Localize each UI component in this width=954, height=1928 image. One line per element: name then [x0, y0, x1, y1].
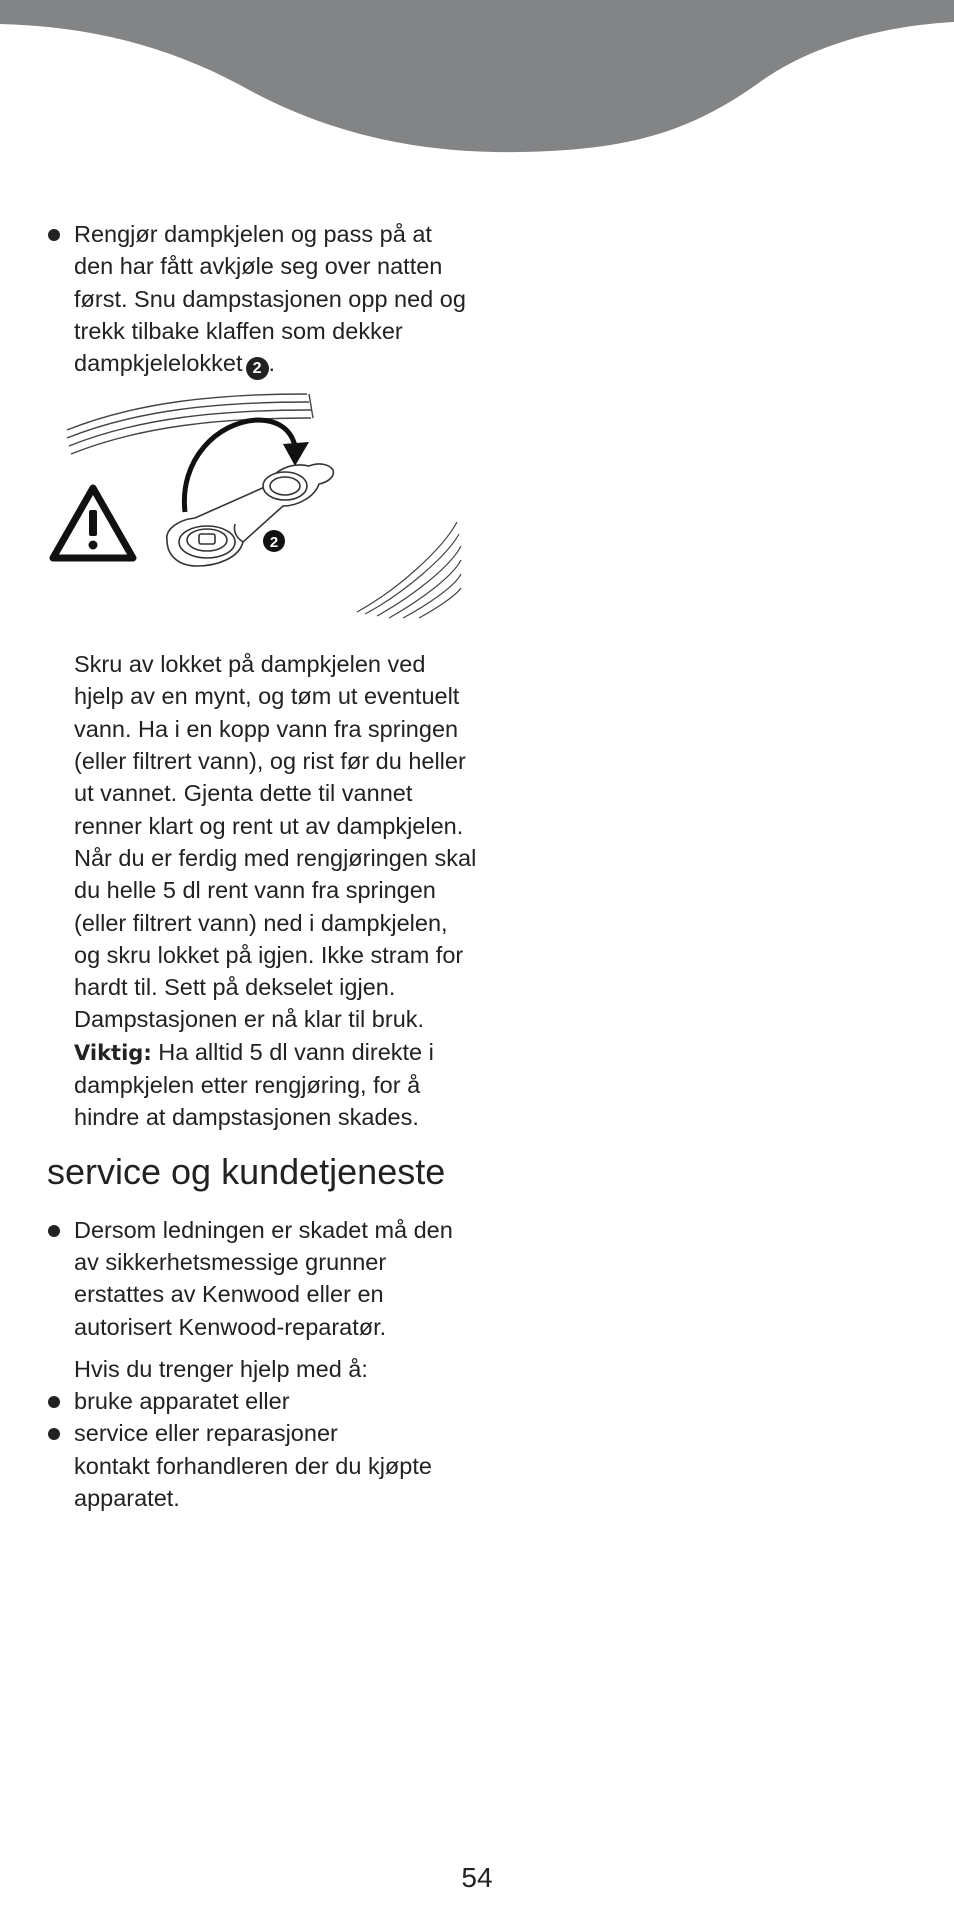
figure-number-badge: 2 [246, 357, 269, 380]
list-item [47, 1214, 477, 1343]
list-item-text: Dersom ledningen er skadet må den av sikkerhetsmessige grunner erstattes av Kenwood eller en autorisert Kenwood-reparatør. [74, 1216, 453, 1340]
instruction-paragraph: Skru av lokket på dampkjelen ved hjelp av en mynt, og tøm ut eventuelt vann. Ha i en kopp vann fra springen (eller filtrert vann), og rist før du heller ut vannet. Gjenta dette til vannet renner klart og rent ut av dampkjelen. [74, 651, 466, 839]
important-label: Viktig: [74, 1040, 152, 1065]
section-heading: service og kundetjeneste [47, 1150, 446, 1192]
important-note [47, 1036, 477, 1134]
list-item [47, 1385, 477, 1417]
contact-text: kontakt forhandleren der du kjøpte apparatet. [74, 1452, 432, 1512]
bullet-icon [48, 1396, 60, 1408]
header-wave-band [0, 0, 954, 160]
step-end-punct: . [268, 350, 276, 377]
callout-number: 2 [269, 534, 279, 552]
bullet-icon [48, 1225, 60, 1237]
list-item [47, 1417, 477, 1449]
steam-boiler-cap-illustration [47, 390, 467, 640]
illustration-figure [47, 390, 477, 640]
list-item-text: service eller reparasjoner [74, 1420, 338, 1447]
bullet-icon [48, 229, 60, 241]
list-item-text: bruke apparatet eller [74, 1388, 290, 1415]
list-item [47, 218, 477, 380]
help-intro: Hvis du trenger hjelp med å: [74, 1355, 368, 1382]
instruction-paragraph: Når du er ferdig med rengjøringen skal du helle 5 dl rent vann fra springen (eller filtrert vann) ned i dampkjelen, og skru lokket på igjen. Ikke stram for hardt til. Sett på dekselet igjen. Dampstasjonen er nå klar til bruk. [74, 844, 477, 1033]
important-text: Ha alltid 5 dl vann direkte i dampkjelen etter rengjøring, for å hindre at dampstasjonen skades. [74, 1038, 434, 1131]
flap-part-icon [167, 464, 334, 566]
bullet-icon [48, 1428, 60, 1440]
step-text: Rengjør dampkjelen og pass på at den har fått avkjøle seg over natten først. Snu dampstasjonen opp ned og trekk tilbake klaffen som dekker dampkjelelokket [74, 221, 466, 377]
warning-triangle-icon [53, 488, 133, 558]
page-content [47, 218, 477, 1514]
page-number: 54 [461, 1862, 493, 1893]
